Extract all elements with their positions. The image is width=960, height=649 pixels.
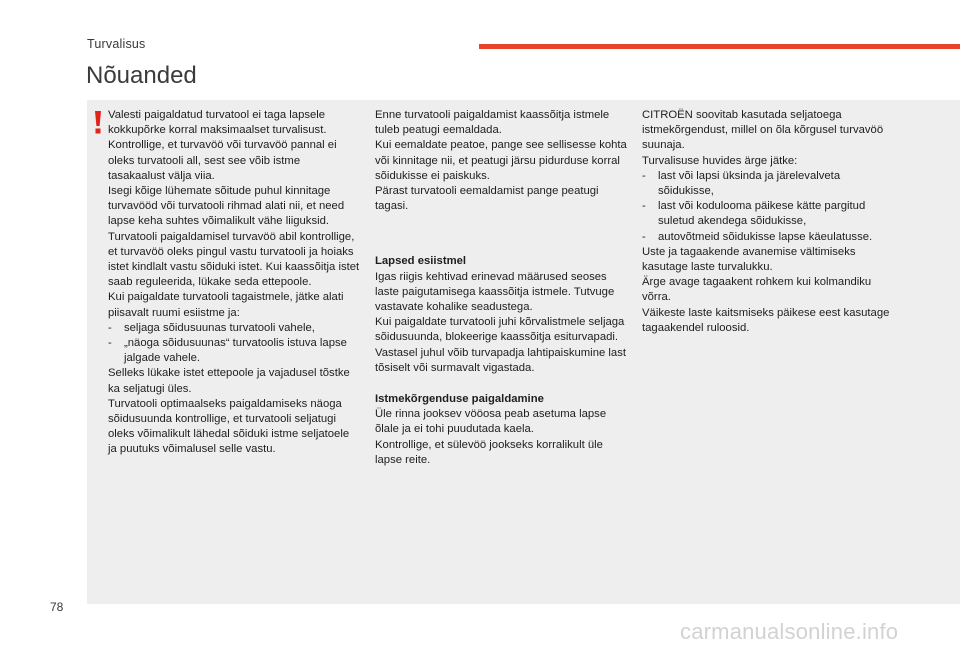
list-item bbox=[642, 199, 894, 229]
paragraph: Üle rinna jooksev vööosa peab asetuma lapse õlale ja ei tohi puudutada kaela. bbox=[375, 408, 607, 436]
column-1 bbox=[108, 108, 360, 458]
warning-text: Valesti paigaldatud turvatool ei taga lapsele kokkupõrke korral maksimaalset turvalisust. bbox=[108, 109, 327, 137]
header-accent-bar bbox=[479, 44, 960, 49]
paragraph: Turvalisuse huvides ärge jätke: bbox=[642, 154, 798, 167]
paragraph: Selleks lükake istet ettepoole ja vajadusel tõstke ka seljatugi üles. bbox=[108, 367, 350, 395]
paragraph: Kui paigaldate turvatooli juhi kõrvalistmele seljaga sõidusuunda, blokeerige kaassõitja esiturvapadi. bbox=[375, 316, 625, 344]
list-item bbox=[108, 321, 360, 336]
paragraph: Enne turvatooli paigaldamist kaassõitja istmele tuleb peatugi eemaldada. bbox=[375, 109, 610, 137]
watermark: carmanualsonline.info bbox=[680, 619, 899, 644]
paragraph: Kontrollige, et turvavöö või turvavöö pannal ei oleks turvatooli all, sest see võib istme tasakaalust välja viia. bbox=[108, 139, 337, 182]
paragraph: Isegi kõige lühemate sõitude puhul kinnitage turvavööd või turvatooli rihmad alati nii, et need lapse keha suhtes võimalikult vähe liiguksid. bbox=[108, 185, 345, 228]
paragraph: Turvatooli paigaldamisel turvavöö abil kontrollige, et turvavöö oleks pingul vastu turvatooli ja hoiaks istet kindlalt vastu sõiduki istet. Kui kaassõitja istet saab reguleerida, lükake seda ettepoole. bbox=[108, 230, 360, 289]
paragraph: Kui eemaldate peatoe, pange see sellisesse kohta või kinnitage nii, et peatugi järsu pidurduse korral sõidukisse ei paiskuks. bbox=[375, 139, 627, 182]
dash-marker: - bbox=[642, 169, 646, 182]
list-item-text: last või koduloomа päikese kätte pargitud suletud akendega sõidukisse, bbox=[658, 200, 866, 228]
section-heading: Istmekõrgenduse paigaldamine bbox=[375, 393, 544, 406]
dash-marker: - bbox=[108, 337, 112, 350]
paragraph: Vastasel juhul võib turvapadja lahtipaiskumine last tõsiselt või surmavalt vigastada. bbox=[375, 346, 626, 374]
list-item bbox=[642, 230, 894, 245]
list-item-text: seljaga sõidusuunas turvatooli vahele, bbox=[124, 321, 315, 334]
dash-marker: - bbox=[108, 321, 112, 334]
column-2 bbox=[375, 108, 627, 468]
exclamation-icon bbox=[91, 110, 105, 134]
list-item bbox=[108, 336, 360, 366]
section-label: Turvalisus bbox=[87, 37, 146, 51]
spacer bbox=[375, 214, 627, 254]
paragraph: Igas riigis kehtivad erinevad määrused seoses laste paigutamisega kaassõitja istmele. Tutvuge vastavate kohalike seadustega. bbox=[375, 270, 615, 314]
dash-marker: - bbox=[642, 200, 646, 213]
paragraph: CITROËN soovitab kasutada seljatoega istmekõrgendust, millel on õla kõrgusel turvavöö suunaja. bbox=[642, 109, 884, 152]
list-item-text: autovõtmeid sõidukisse lapse käeulatusse. bbox=[658, 230, 873, 243]
page-number: 78 bbox=[50, 600, 64, 614]
list-item-text: last või lapsi üksinda ja järelevalveta sõidukisse, bbox=[658, 169, 841, 198]
spacer bbox=[375, 376, 627, 392]
paragraph: Uste ja tagaakende avanemise vältimiseks kasutage laste turvalukku. bbox=[642, 245, 856, 274]
list-item-text: „näoga sõidusuunas“ turvatoolis istuva lapse jalgade vahele. bbox=[124, 337, 347, 365]
paragraph: Väikeste laste kaitsmiseks päikese eest kasutage tagaakendel ruloosid. bbox=[642, 306, 890, 334]
page-title: Nõuanded bbox=[86, 62, 197, 89]
paragraph: Pärast turvatooli eemaldamist pange peatugi tagasi. bbox=[375, 185, 599, 213]
list-item bbox=[642, 169, 894, 199]
dash-marker: - bbox=[642, 230, 646, 243]
paragraph: Ärge avage tagaakent rohkem kui kolmandiku võrra. bbox=[642, 276, 872, 304]
paragraph: Kontrollige, et sülevöö jookseks korralikult üle lapse reite. bbox=[375, 438, 603, 466]
paragraph: Turvatooli optimaalseks paigaldamiseks näoga sõidusuunda kontrollige, et turvatooli seljatugi oleks võimalikult lähedal sõiduki istme seljatoele ja puutuks võimalusel selle vastu. bbox=[108, 397, 350, 456]
column-3 bbox=[642, 108, 894, 336]
paragraph: Kui paigaldate turvatooli tagaistmele, jätke alati piisavalt ruumi esiistme ja: bbox=[108, 291, 344, 319]
section-heading: Lapsed esiistmel bbox=[375, 255, 467, 268]
